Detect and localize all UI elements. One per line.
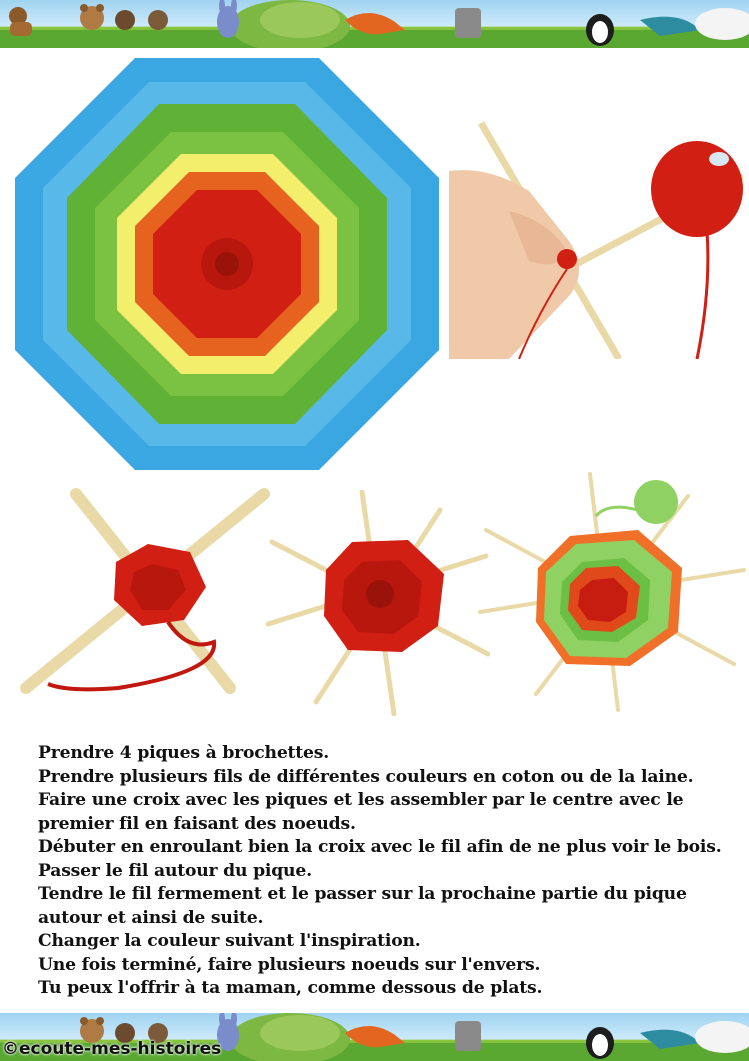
red-weaving-icon: [266, 490, 490, 716]
instruction-item: Prendre 4 piques à brochettes.: [38, 743, 330, 763]
woven-octagon-icon: [12, 58, 442, 470]
cross-tied-step-photo: [18, 482, 273, 700]
instruction-item: Faire une croix avec les piques et les assembler par le centre avec le premier fil en faisant des noeuds.: [38, 790, 684, 834]
instruction-item: Tu peux l'offrir à ta maman, comme dessous de plats.: [38, 978, 543, 998]
instruction-item: Passer le fil autour du pique.: [38, 860, 312, 881]
top-banner: [0, 0, 749, 48]
cross-skewers-icon: [18, 482, 273, 700]
instruction-item: Changer la couleur suivant l'inspiration.: [38, 931, 421, 951]
instructions-list: [38, 742, 728, 1001]
yarn-ball-icon: [449, 121, 743, 359]
instruction-item: Tendre le fil fermement et le passer sur la prochaine partie du pique autour et ainsi de suite.: [38, 884, 687, 928]
instruction-item: Débuter en enroulant bien la croix avec le fil afin de ne plus voir le bois.: [38, 837, 722, 857]
copyright-credit: ©ecoute-mes-histoires: [2, 1039, 222, 1059]
finished-gods-eye-photo: [12, 58, 442, 470]
orange-green-weaving-icon: [478, 472, 746, 712]
instruction-item: Une fois terminé, faire plusieurs noeuds sur l'envers.: [38, 954, 541, 975]
skewer-and-yarn-ball-photo: [449, 121, 743, 359]
bottom-banner: [0, 1013, 749, 1061]
orange-green-weaving-step-photo: [478, 472, 746, 712]
red-weaving-step-photo: [266, 490, 490, 716]
animal-frieze-icon: [0, 0, 749, 48]
instruction-item: Prendre plusieurs fils de différentes couleurs en coton ou de la laine.: [38, 766, 694, 787]
